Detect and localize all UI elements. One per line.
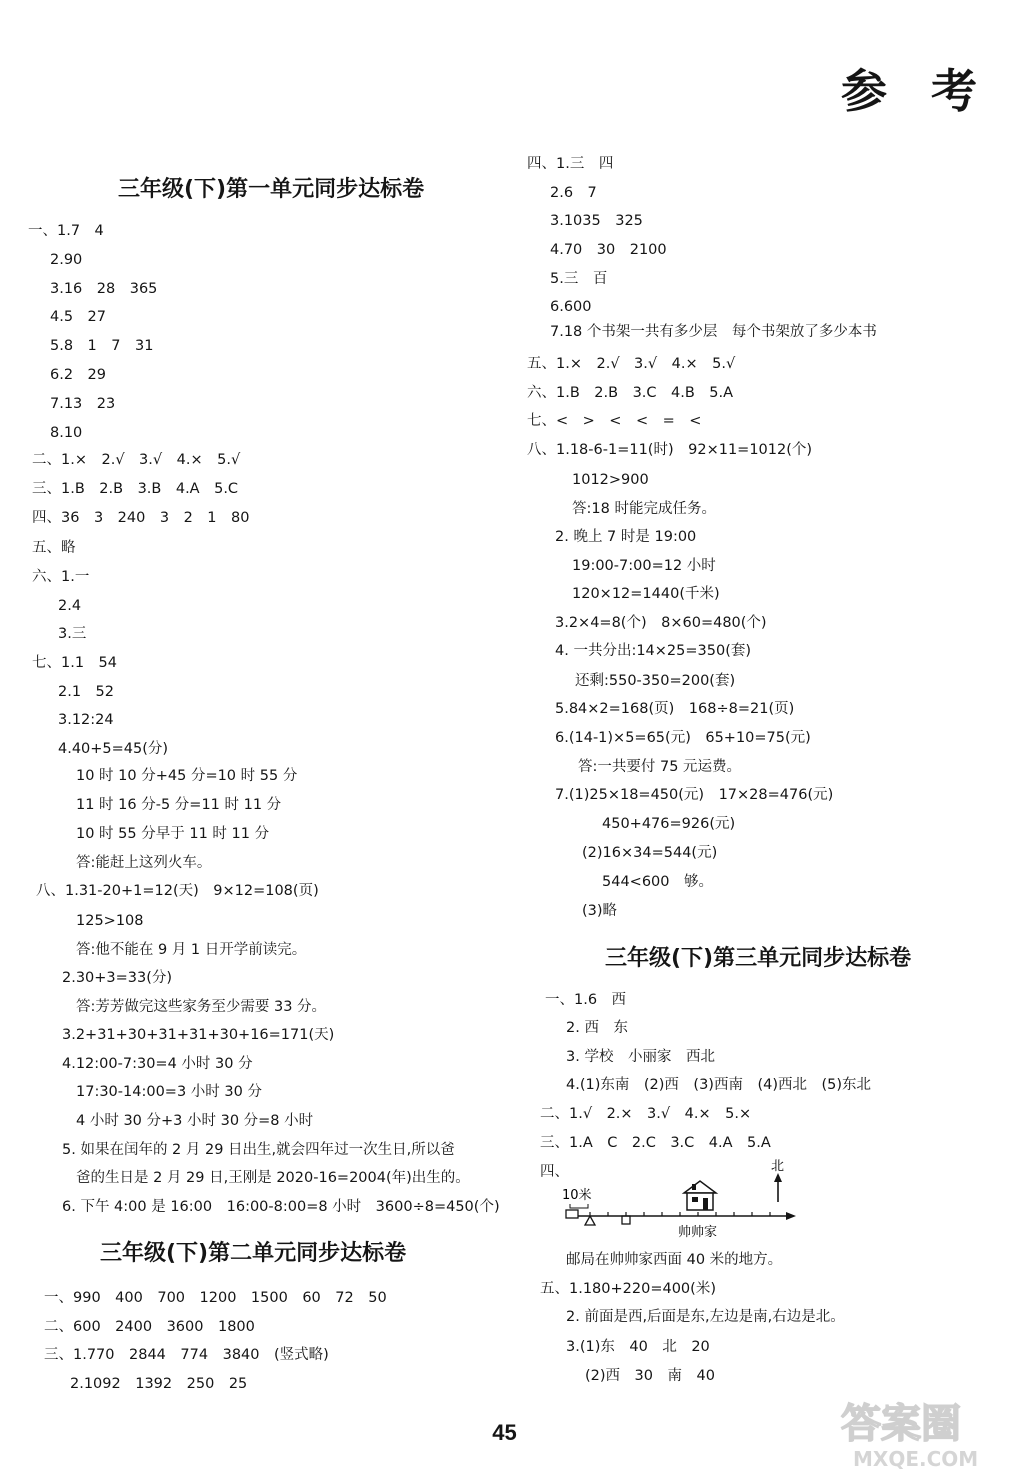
answer-line: 4.(1)东南 (2)西 (3)西南 (4)西北 (5)东北 — [566, 1077, 872, 1093]
answer-line: 17:30-14:00=3 小时 30 分 — [76, 1084, 262, 1100]
answer-line: 八、1.18-6-1=11(时) 92×11=1012(个) — [527, 442, 813, 458]
house-icon — [684, 1181, 716, 1210]
answer-line: 二、1.√ 2.× 3.√ 4.× 5.× — [540, 1106, 752, 1122]
answer-line: 4.40+5=45(分) — [58, 741, 169, 757]
svg-text:MXQE.COM: MXQE.COM — [853, 1447, 979, 1471]
answer-line: 450+476=926(元) — [602, 816, 736, 832]
watermark-logo — [831, 1392, 1001, 1472]
answer-line: 答:芳芳做完这些家务至少需要 33 分。 — [76, 999, 327, 1015]
answer-line: 2.6 7 — [550, 185, 597, 201]
direction-diagram — [560, 1157, 800, 1242]
answer-line: 六、1.B 2.B 3.C 4.B 5.A — [527, 385, 734, 401]
answer-line: 2.4 — [58, 598, 82, 614]
answer-line: 2. 晚上 7 时是 19:00 — [555, 529, 697, 545]
answer-line: 3.2+31+30+31+31+30+16=171(天) — [62, 1027, 335, 1043]
answer-line: 6.(14-1)×5=65(元) 65+10=75(元) — [555, 730, 811, 746]
answer-line: 四、1.三 四 — [527, 156, 614, 172]
answer-line: 2. 西 东 — [566, 1020, 628, 1036]
answer-line: (2)16×34=544(元) — [582, 845, 718, 861]
triangle-marker-icon — [585, 1216, 595, 1225]
answer-line: 1012>900 — [572, 472, 649, 488]
answer-line: 10 时 10 分+45 分=10 时 55 分 — [76, 768, 298, 784]
scale-label: 10米 — [562, 1188, 592, 1203]
line-arrow-icon — [786, 1212, 796, 1220]
answer-line: 4 小时 30 分+3 小时 30 分=8 小时 — [76, 1113, 314, 1129]
north-label: 北 — [771, 1159, 785, 1174]
answer-line: 7.13 23 — [50, 396, 116, 412]
answer-line: 答:一共要付 75 元运费。 — [578, 759, 742, 775]
answer-line: (2)西 30 南 40 — [585, 1368, 715, 1384]
svg-text:答案圈: 答案圈 — [841, 1401, 961, 1447]
square-marker-icon — [622, 1216, 630, 1224]
answer-line: 5.84×2=168(页) 168÷8=21(页) — [555, 701, 795, 717]
answer-line: 3.2×4=8(个) 8×60=480(个) — [555, 615, 767, 631]
answer-line: 10 时 55 分早于 11 时 11 分 — [76, 826, 270, 842]
answer-line: 四、 — [540, 1164, 569, 1180]
answer-line: 五、略 — [32, 540, 76, 556]
answer-line: 七、< > < < = < — [527, 413, 702, 429]
answer-line: 2. 前面是西,后面是东,左边是南,右边是北。 — [566, 1309, 845, 1325]
answer-line: 5.8 1 7 31 — [50, 338, 154, 354]
answer-line: 答:他不能在 9 月 1 日开学前读完。 — [76, 942, 307, 958]
answer-line: 19:00-7:00=12 小时 — [572, 558, 716, 574]
answer-line: 2.30+3=33(分) — [62, 970, 173, 986]
answer-line: 爸的生日是 2 月 29 日,王刚是 2020-16=2004(年)出生的。 — [76, 1170, 470, 1186]
answer-line: 一、1.7 4 — [28, 223, 104, 239]
answer-line: (3)略 — [582, 903, 618, 919]
answer-line: 答:能赶上这列火车。 — [76, 855, 212, 871]
answer-line: 4.5 27 — [50, 309, 107, 325]
answer-line: 八、1.31-20+1=12(天) 9×12=108(页) — [36, 883, 319, 899]
answer-line: 5.三 百 — [550, 271, 608, 287]
answer-line: 6.600 — [550, 299, 592, 315]
answer-line: 六、1.一 — [32, 569, 90, 585]
answer-line: 6.2 29 — [50, 367, 107, 383]
page-number: 45 — [492, 1420, 517, 1445]
answer-line: 3.(1)东 40 北 20 — [566, 1339, 710, 1355]
answer-line: 七、1.1 54 — [32, 655, 118, 671]
answer-line: 2.90 — [50, 252, 83, 268]
post-office-icon — [566, 1210, 578, 1218]
answer-line: 4.70 30 2100 — [550, 242, 667, 258]
answer-line: 2.1092 1392 250 25 — [70, 1376, 248, 1392]
answer-line: 125>108 — [76, 913, 144, 929]
section-title-unit1: 三年级(下)第一单元同步达标卷 — [118, 177, 425, 202]
answer-line: 4. 一共分出:14×25=350(套) — [555, 643, 752, 659]
answer-line: 6. 下午 4:00 是 16:00 16:00-8:00=8 小时 3600÷8=450(个) — [62, 1199, 500, 1215]
answer-line: 3.12:24 — [58, 712, 114, 728]
answer-line: 544<600 够。 — [602, 874, 714, 890]
answer-line: 120×12=1440(千米) — [572, 586, 720, 602]
answer-line: 3.1035 325 — [550, 213, 643, 229]
answer-line: 7.(1)25×18=450(元) 17×28=476(元) — [555, 787, 834, 803]
page-header-title: 参 考 — [840, 64, 991, 118]
answer-line: 四、36 3 240 3 2 1 80 — [32, 510, 250, 526]
north-arrow-icon — [774, 1173, 782, 1202]
answer-line: 三、1.770 2844 774 3840 (竖式略) — [44, 1347, 329, 1363]
answer-line: 8.10 — [50, 425, 83, 441]
answer-line: 邮局在帅帅家西面 40 米的地方。 — [566, 1252, 783, 1268]
answer-line: 一、990 400 700 1200 1500 60 72 50 — [44, 1290, 387, 1306]
answer-line: 二、600 2400 3600 1800 — [44, 1319, 255, 1335]
answer-line: 11 时 16 分-5 分=11 时 11 分 — [76, 797, 282, 813]
answer-line: 3. 学校 小丽家 西北 — [566, 1049, 715, 1065]
answer-line: 5. 如果在闰年的 2 月 29 日出生,就会四年过一次生日,所以爸 — [62, 1142, 455, 1158]
answer-line: 三、1.A C 2.C 3.C 4.A 5.A — [540, 1135, 771, 1151]
answer-line: 答:18 时能完成任务。 — [572, 501, 716, 517]
answer-line: 3.16 28 365 — [50, 281, 158, 297]
answer-line: 2.1 52 — [58, 684, 115, 700]
answer-line: 二、1.× 2.√ 3.√ 4.× 5.√ — [32, 452, 241, 468]
answer-line: 7.18 个书架一共有多少层 每个书架放了多少本书 — [550, 324, 877, 340]
answer-line: 4.12:00-7:30=4 小时 30 分 — [62, 1056, 253, 1072]
section-title-unit2: 三年级(下)第二单元同步达标卷 — [100, 1241, 407, 1266]
answer-line: 3.三 — [58, 626, 87, 642]
answer-line: 三、1.B 2.B 3.B 4.A 5.C — [32, 481, 239, 497]
home-label: 帅帅家 — [678, 1225, 718, 1240]
answer-line: 还剩:550-350=200(套) — [575, 673, 736, 689]
answer-line: 五、1.180+220=400(米) — [540, 1281, 716, 1297]
section-title-unit3: 三年级(下)第三单元同步达标卷 — [605, 946, 912, 971]
answer-line: 一、1.6 西 — [545, 992, 627, 1008]
answer-line: 五、1.× 2.√ 3.√ 4.× 5.√ — [527, 356, 736, 372]
